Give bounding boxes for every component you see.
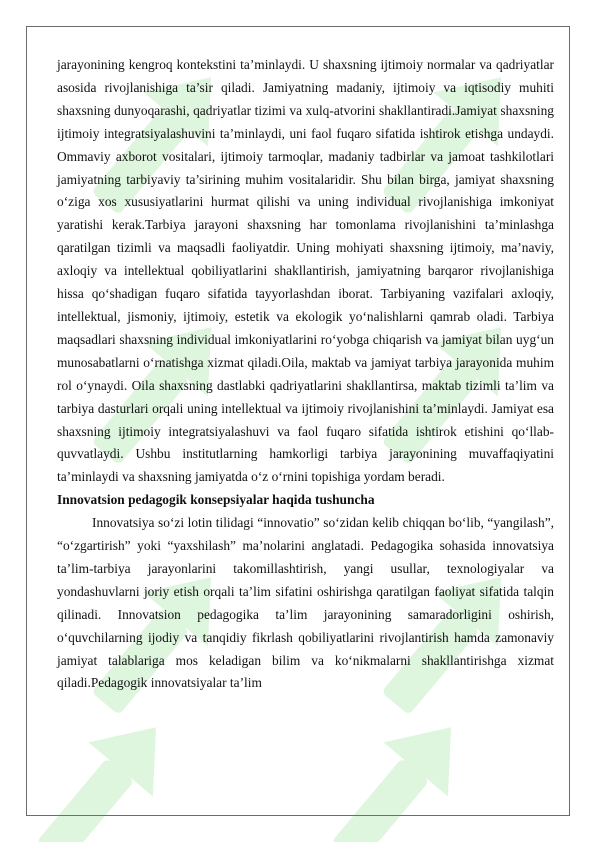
- watermark-mark: [313, 700, 483, 842]
- paragraph-2: Innovatsiya so‘zi lotin tilidagi “innovatio” so‘zidan kelib chiqqan bo‘lib, “yangilash”, “o‘zgartirish” yoki “yaxshilash” ma’nolarini anglatadi. Pedagogika sohasida innovatsiya ta’lim-tarbiya jarayonlarini takomillashtirish, yangi usullar, texnologiyalar va yondashuvlarni joriy etish orqali ta’lim sifatini oshirishga qaratilgan faoliyat sifatida talqin qilinadi. Innovatsion pedagogika ta’lim jarayonining samaradorligini oshirish, o‘quvchilarning ijodiy va tanqidiy fikrlash qobiliyatlarini rivojlantirish hamda zamonaviy jamiyat talablariga mos keladigan bilim va ko‘nikmalarni shakllantirishga xizmat qiladi.Pedagogik innovatsiyalar ta’lim: [57, 515, 554, 691]
- document-body: [57, 54, 554, 695]
- paragraph-1: jarayonining kengroq kontekstini ta’minlaydi. U shaxsning ijtimoiy normalar va qadriyatlar asosida rivojlanishiga ta’sir qiladi. Jamiyatning madaniy, ijtimoiy va iqtisodiy muhiti shaxsning dunyoqarashi, qadriyatlar tizimi va xulq-atvorini shakllantiradi.Jamiyat shaxsning ijtimoiy integratsiyalashuvini ta’minlaydi, uni faol fuqaro sifatida ishtirok etishga undaydi. Ommaviy axborot vositalari, ijtimoiy tarmoqlar, madaniy tadbirlar va jamoat tashkilotlari jamiyatning tarbiyaviy ta’sirining muhim vositalaridir. Shu bilan birga, jamiyat shaxsning o‘ziga xos xususiyatlarini hurmat qilishi va uning individual rivojlanishiga imkoniyat yaratishi kerak.Tarbiya jarayoni shaxsning har tomonlama rivojlanishini ta’minlashga qaratilgan tizimli va maqsadli faoliyatdir. Uning mohiyati shaxsning ijtimoiy, ma’naviy, axloqiy va intellektual qobiliyatlarini shakllantirish, jamiyatning barqaror rivojlanishiga hissa qo‘shadigan fuqaro sifatida tayyorlashdan iborat. Tarbiyaning vazifalari axloqiy, intellektual, jismoniy, ijtimoiy, estetik va ekologik yo‘nalishlarni qamrab oladi. Tarbiya maqsadlari shaxsning individual imkoniyatlarini ro‘yobga chiqarish va jamiyat bilan uyg‘un munosabatlarni o‘rnatishga xizmat qiladi.Oila, maktab va jamiyat tarbiya jarayonida muhim rol o‘ynaydi. Oila shaxsning dastlabki qadriyatlarini shakllantirsa, maktab tizimli ta’lim va tarbiya dasturlari orqali uning intellektual va ijtimoiy rivojlanishini ta’minlaydi. Jamiyat esa shaxsning ijtimoiy integratsiyalashuvi va faol fuqaro sifatida ishtirok etishini qo‘llab-quvvatlaydi. Ushbu institutlarning hamkorligi tarbiya jarayonining muvaffaqiyatini ta’minlaydi va shaxsning jamiyatda o‘z o‘rnini topishiga yordam beradi.: [57, 57, 554, 485]
- section-heading: Innovatsion pedagogik konsepsiyalar haqida tushuncha: [57, 492, 375, 508]
- watermark-mark: [18, 700, 188, 842]
